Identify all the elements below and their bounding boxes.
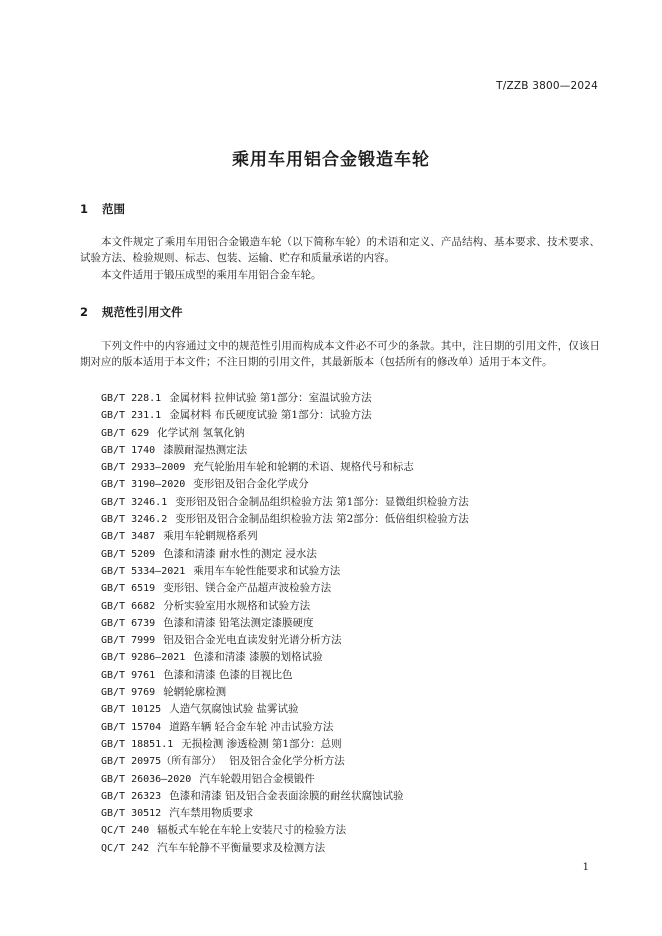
reference-title: 金属材料 布氏硬度试验 第1部分：试验方法	[169, 409, 372, 422]
reference-code: GB/T 26323	[101, 790, 162, 802]
reference-title: 金属材料 拉伸试验 第1部分：室温试验方法	[169, 392, 372, 404]
reference-item	[101, 425, 469, 442]
reference-item	[101, 719, 469, 736]
scope-paragraph-1: 本文件规定了乘用车用铝合金锻造车轮（以下简称车轮）的术语和定义、产品结构、基本要求、技术要求、试验方法、检验规则、标志、包装、运输、贮存和质量承诺的内容。	[80, 236, 600, 264]
reference-code: GB/T 228.1	[101, 393, 162, 404]
reference-title: 汽车轮毂用铝合金模锻件	[199, 772, 315, 785]
reference-list	[101, 390, 469, 857]
reference-title: 色漆和清漆 色漆的目视比色	[163, 668, 293, 681]
reference-title: 铝及铝合金光电直读发射光谱分析方法	[163, 634, 342, 647]
reference-code: GB/T 30512	[101, 808, 162, 820]
reference-title: 无损检测 渗透检测 第1部分：总则	[181, 737, 342, 750]
reference-item	[101, 580, 469, 597]
reference-title: 人造气氛腐蚀试验 盐雾试验	[169, 703, 299, 716]
reference-item	[101, 771, 469, 788]
reference-title: 变形铝及铝合金制品组织检验方法 第2部分：低倍组织检验方法	[175, 513, 469, 526]
reference-item	[101, 840, 469, 857]
section-number: 1	[80, 202, 89, 216]
reference-title: 铝及铝合金化学分析方法	[229, 755, 345, 768]
references-intro-paragraph: 下列文件中的内容通过文中的规范性引用而构成本文件必不可少的条款。其中，注日期的引用文件，仅该日期对应的版本适用于本文件；不注日期的引用文件，其最新版本（包括所有的修改单）适用于本文件。	[80, 340, 600, 368]
reference-item	[101, 805, 469, 822]
reference-item	[101, 788, 469, 805]
reference-item	[101, 822, 469, 839]
reference-code: GB/T 6519	[101, 583, 156, 595]
reference-title: 色漆和清漆 耐水性的测定 浸水法	[163, 547, 317, 560]
reference-title: 色漆和清漆 铝及铝合金表面涂膜的耐丝状腐蚀试验	[169, 789, 404, 802]
reference-title: 汽车禁用物质要求	[169, 807, 254, 820]
standard-code: T/ZZB 3800—2024	[496, 80, 598, 92]
reference-code: GB/T 18851.1	[101, 738, 174, 750]
reference-code: GB/T 26036—2020	[101, 773, 192, 785]
reference-title: 辐板式车轮在车轮上安装尺寸的检验方法	[157, 824, 347, 837]
reference-item	[101, 511, 469, 528]
reference-code: GB/T 6682	[101, 600, 156, 612]
reference-title: 色漆和清漆 铅笔法测定漆膜硬度	[163, 616, 314, 629]
reference-code: GB/T 5209	[101, 548, 156, 560]
reference-code: GB/T 1740	[101, 444, 156, 456]
section-heading-normative-references	[80, 304, 183, 320]
reference-title: 色漆和清漆 漆膜的划格试验	[193, 651, 323, 664]
section-heading-scope	[80, 201, 125, 217]
page-number: 1	[582, 862, 589, 873]
reference-item	[101, 546, 469, 563]
reference-code: QC/T 242	[101, 842, 150, 854]
reference-item	[101, 442, 469, 459]
reference-title: 乘用车车轮性能要求和试验方法	[193, 564, 341, 577]
reference-title: 漆膜耐湿热测定法	[163, 443, 248, 456]
reference-code: GB/T 5334—2021	[101, 565, 186, 577]
reference-title: 化学试剂 氢氧化钠	[157, 426, 245, 439]
reference-code: GB/T 231.1	[101, 410, 162, 422]
reference-code: GB/T 9769	[101, 687, 156, 699]
reference-item	[101, 528, 469, 545]
reference-item	[101, 598, 469, 615]
reference-code: GB/T 9761	[101, 669, 156, 681]
reference-code: GB/T 20975（所有部分）	[101, 756, 222, 768]
reference-item	[101, 407, 469, 424]
reference-item	[101, 701, 469, 718]
reference-title: 轮辋轮廓检测	[163, 686, 227, 699]
reference-code: GB/T 2933—2009	[101, 462, 186, 474]
reference-item	[101, 390, 469, 407]
reference-code: GB/T 15704	[101, 721, 162, 733]
reference-title: 分析实验室用水规格和试验方法	[163, 599, 311, 612]
reference-item	[101, 494, 469, 511]
reference-code: GB/T 7999	[101, 635, 156, 647]
reference-title: 道路车辆 轻合金车轮 冲击试验方法	[169, 720, 334, 733]
reference-code: QC/T 240	[101, 825, 150, 837]
reference-code: GB/T 629	[101, 427, 150, 439]
document-title: 乘用车用铝合金锻造车轮	[232, 150, 430, 170]
section-number: 2	[80, 305, 89, 319]
section-title: 规范性引用文件	[102, 305, 183, 319]
reference-item	[101, 459, 469, 476]
reference-code: GB/T 10125	[101, 704, 162, 716]
reference-item	[101, 476, 469, 493]
reference-item	[101, 753, 469, 770]
reference-item	[101, 563, 469, 580]
scope-paragraph-2: 本文件适用于锻压成型的乘用车用铝合金车轮。	[101, 269, 322, 281]
reference-code: GB/T 3190—2020	[101, 479, 186, 491]
reference-item	[101, 632, 469, 649]
reference-title: 充气轮胎用车轮和轮辋的术语、规格代号和标志	[193, 461, 414, 474]
reference-item	[101, 615, 469, 632]
reference-code: GB/T 3246.1	[101, 496, 168, 508]
section-title: 范围	[102, 202, 126, 216]
reference-title: 汽车车轮静不平衡量要求及检测方法	[157, 841, 326, 854]
reference-item	[101, 649, 469, 666]
reference-code: GB/T 3487	[101, 531, 156, 543]
reference-code: GB/T 6739	[101, 617, 156, 629]
reference-title: 变形铝及铝合金制品组织检验方法 第1部分：显微组织检验方法	[175, 495, 469, 508]
reference-title: 变形铝、镁合金产品超声波检验方法	[163, 582, 332, 595]
reference-item	[101, 684, 469, 701]
reference-title: 乘用车轮辋规格系列	[163, 530, 258, 543]
reference-code: GB/T 3246.2	[101, 514, 168, 526]
reference-item	[101, 736, 469, 753]
reference-code: GB/T 9286—2021	[101, 652, 186, 664]
reference-item	[101, 667, 469, 684]
reference-title: 变形铝及铝合金化学成分	[193, 478, 309, 491]
